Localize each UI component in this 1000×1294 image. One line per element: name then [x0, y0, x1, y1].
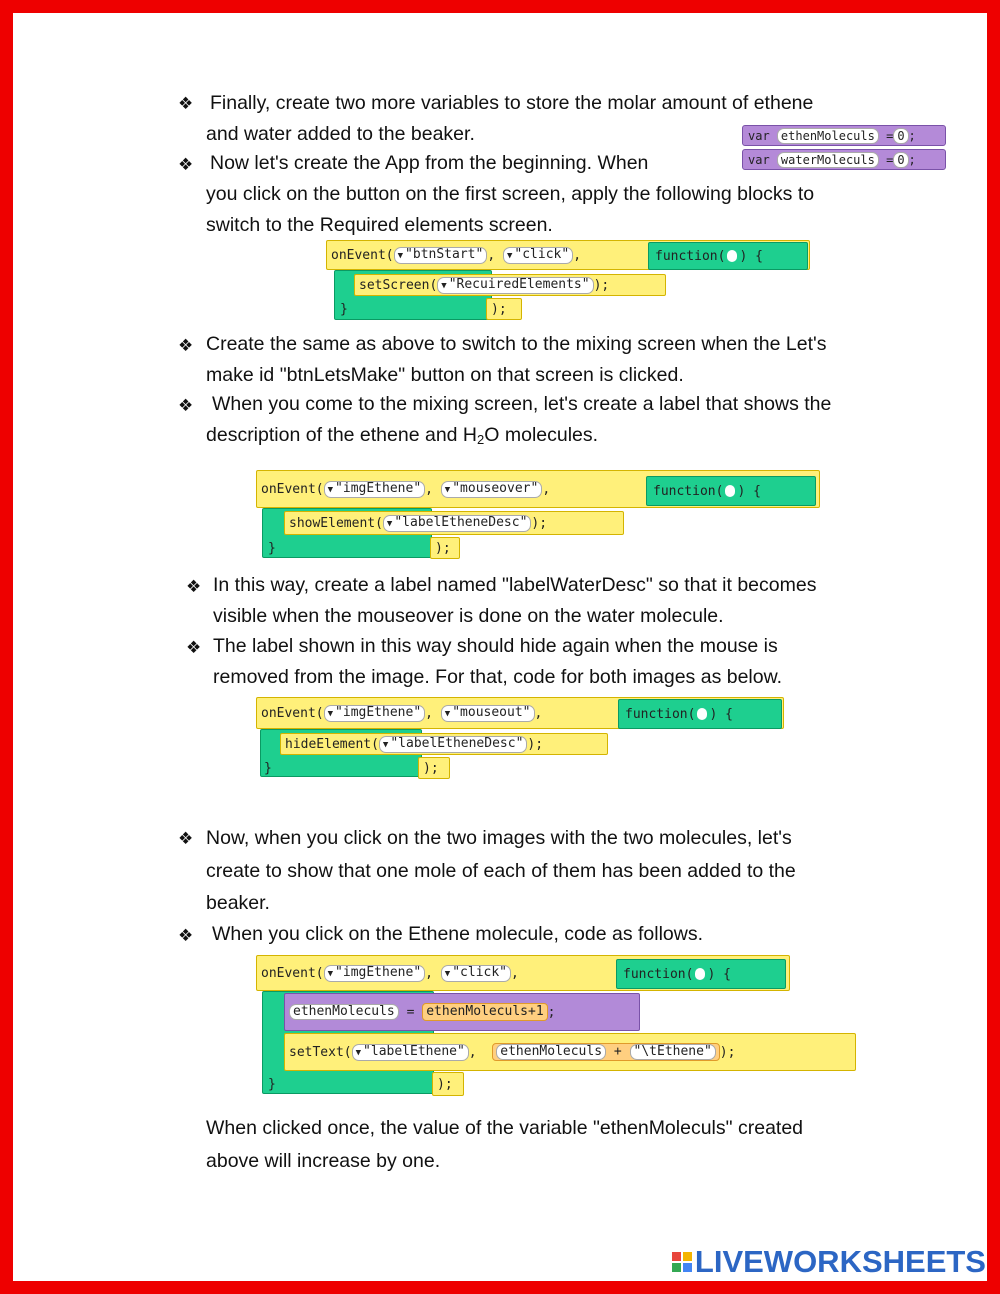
code-row: setText( ▼ "labelEthene" , ethenMoleculs + "\tEthene" ); — [284, 1033, 856, 1071]
code-text: } — [268, 1077, 276, 1092]
paragraph — [206, 148, 815, 241]
code-text: "labelEthene" — [363, 1043, 465, 1059]
code-text: , — [425, 965, 433, 981]
code-text: "RecuiredElements" — [448, 276, 590, 292]
bullet-icon: ❖ — [186, 638, 202, 657]
paragraph — [206, 88, 814, 150]
var-end: ; — [908, 128, 916, 143]
subscript: 2 — [477, 432, 485, 447]
code-text: , — [511, 965, 519, 981]
code-text: ) { — [737, 483, 761, 499]
var-name: waterMoleculs — [777, 152, 879, 168]
function-block — [616, 959, 786, 989]
text-line: Create the same as above to switch to the mixing screen when the Let's — [206, 333, 827, 355]
code-text: ) { — [739, 248, 763, 264]
text-line: The label shown in this way should hide again when the mouse is — [213, 635, 778, 657]
code-row — [418, 757, 450, 779]
code-var: ethenMoleculs — [426, 1004, 528, 1019]
paragraph — [212, 919, 703, 950]
var-block-ethene — [742, 125, 946, 146]
code-text: = — [406, 1004, 415, 1020]
text-line: In this way, create a label named "labelWaterDesc" so that it becomes — [213, 574, 817, 596]
code-text: , — [425, 481, 433, 497]
code-row: hideElement( ▼ "labelEtheneDesc" ); — [280, 733, 608, 755]
text-line: removed from the image. For that, code for both images as below. — [213, 666, 783, 688]
bullet-icon: ❖ — [178, 94, 194, 113]
var-eq: = — [886, 152, 894, 167]
function-block — [646, 476, 816, 506]
code-text: ); — [531, 515, 548, 531]
paragraph — [206, 822, 796, 920]
code-text: ) { — [707, 966, 731, 982]
code-text: 1 — [535, 1004, 544, 1019]
paragraph — [206, 1112, 803, 1178]
code-text: ); — [435, 540, 451, 556]
bullet-icon: ❖ — [178, 155, 194, 174]
code-text: ); — [527, 736, 544, 752]
code-text: , — [573, 247, 582, 263]
text-line: you click on the button on the first screen, apply the following blocks to — [206, 183, 815, 205]
code-text: ); — [491, 301, 507, 317]
code-text: "click" — [452, 964, 508, 980]
code-block-mouseover — [256, 470, 820, 562]
code-text: hideElement( — [285, 736, 379, 752]
code-block-mouseout — [256, 697, 784, 785]
text-line: make id "btnLetsMake" button on that screen is clicked. — [206, 364, 684, 386]
code-text: onEvent( — [261, 481, 324, 497]
code-text: "imgEthene" — [335, 704, 422, 720]
function-block — [648, 242, 808, 270]
code-row — [486, 298, 522, 320]
assign-row — [284, 993, 640, 1031]
text-line — [206, 420, 831, 455]
text-line: Now let's create the App from the beginning. When — [210, 152, 649, 174]
code-text: function( — [625, 706, 696, 722]
text-line: Now, when you click on the two images with the two molecules, let's — [206, 827, 792, 849]
bullet-icon: ❖ — [178, 926, 194, 945]
text-line: switch to the Required elements screen. — [206, 214, 553, 236]
code-var: ethenMoleculs — [496, 1044, 606, 1060]
code-text: ) { — [709, 706, 733, 722]
text-line: When you come to the mixing screen, let's create a label that shows the — [212, 393, 832, 415]
var-eq: = — [886, 128, 894, 143]
var-value: 0 — [893, 152, 908, 168]
logo-squares-icon — [672, 1252, 692, 1272]
text-span: O molecules. — [484, 424, 599, 446]
code-row — [430, 537, 460, 559]
code-text: + — [613, 1044, 622, 1059]
code-text: ); — [719, 1044, 736, 1060]
code-var: ethenMoleculs — [289, 1004, 399, 1020]
var-keyword: var — [748, 128, 770, 143]
code-text: , — [542, 481, 551, 497]
code-text: ); — [593, 277, 610, 293]
var-keyword: var — [748, 152, 770, 167]
code-block-click — [256, 955, 856, 1100]
text-line: When you click on the Ethene molecule, code as follows. — [212, 923, 704, 945]
code-text: , — [468, 1044, 477, 1060]
paragraph — [206, 329, 826, 391]
text-line: create to show that one mole of each of them has been added to the — [206, 859, 796, 882]
code-text: onEvent( — [261, 705, 324, 721]
paragraph — [213, 570, 816, 632]
var-end: ; — [908, 152, 916, 167]
code-text: , — [425, 705, 433, 721]
bullet-icon: ❖ — [178, 829, 194, 848]
paragraph — [213, 631, 782, 693]
code-row: onEvent( ▼ "imgEthene" , ▼ "mouseover" , — [256, 470, 820, 508]
code-text: , — [487, 247, 496, 263]
var-value: 0 — [893, 128, 908, 144]
function-block — [618, 699, 782, 729]
code-text: ; — [547, 1004, 556, 1020]
code-text: showElement( — [289, 515, 383, 531]
liveworksheets-logo — [672, 1244, 986, 1280]
code-block-btnstart — [326, 240, 810, 324]
code-text: "labelEtheneDesc" — [394, 514, 528, 530]
code-text: } — [268, 541, 276, 556]
text-line: and water added to the beaker. — [206, 123, 475, 145]
code-text: "btnStart" — [405, 246, 484, 262]
code-text: } — [340, 302, 348, 317]
text-line: above will increase by one. — [206, 1150, 441, 1172]
code-text: } — [264, 761, 272, 776]
code-text: onEvent( — [261, 965, 324, 981]
logo-text: LIVEWORKSHEETS — [694, 1244, 986, 1279]
code-text: onEvent( — [331, 247, 394, 263]
code-text: + — [527, 1004, 536, 1019]
code-text: setText( — [289, 1044, 352, 1060]
code-row: showElement( ▼ "labelEtheneDesc" ); — [284, 511, 624, 535]
code-text: "imgEthene" — [335, 480, 422, 496]
code-row — [432, 1072, 464, 1096]
bullet-icon: ❖ — [178, 396, 194, 415]
bullet-icon: ❖ — [186, 577, 202, 596]
code-text: "mouseover" — [452, 480, 539, 496]
code-row: onEvent( ▼ "imgEthene" , ▼ "click" , — [256, 955, 790, 991]
code-text: "mouseout" — [452, 704, 531, 720]
text-line: When clicked once, the value of the variable "ethenMoleculs" created — [206, 1117, 804, 1139]
code-text: "click" — [514, 246, 570, 262]
code-text: function( — [623, 966, 694, 982]
code-text: "\tEthene" — [630, 1044, 716, 1060]
code-text: ); — [437, 1076, 453, 1092]
code-text: "labelEtheneDesc" — [390, 735, 524, 751]
var-name: ethenMoleculs — [777, 128, 879, 144]
code-text: setScreen( — [359, 277, 438, 293]
code-text: function( — [653, 483, 724, 499]
code-row: onEvent( ▼ "imgEthene" , ▼ "mouseout" , — [256, 697, 784, 729]
code-row: onEvent( ▼ "btnStart" , ▼ "click" , — [326, 240, 810, 270]
text-line: beaker. — [206, 892, 270, 914]
text-span: description of the ethene and H — [206, 424, 478, 446]
code-text: , — [534, 705, 543, 721]
text-line: Finally, create two more variables to store the molar amount of ethene — [210, 92, 814, 114]
code-text: ); — [423, 760, 439, 776]
code-text: "imgEthene" — [335, 964, 422, 980]
text-line: visible when the mouseover is done on the water molecule. — [213, 605, 724, 627]
bullet-icon: ❖ — [178, 336, 194, 355]
code-text: function( — [655, 248, 726, 264]
code-row: setScreen( ▼ "RecuiredElements" ); — [354, 274, 666, 296]
paragraph — [206, 389, 832, 455]
